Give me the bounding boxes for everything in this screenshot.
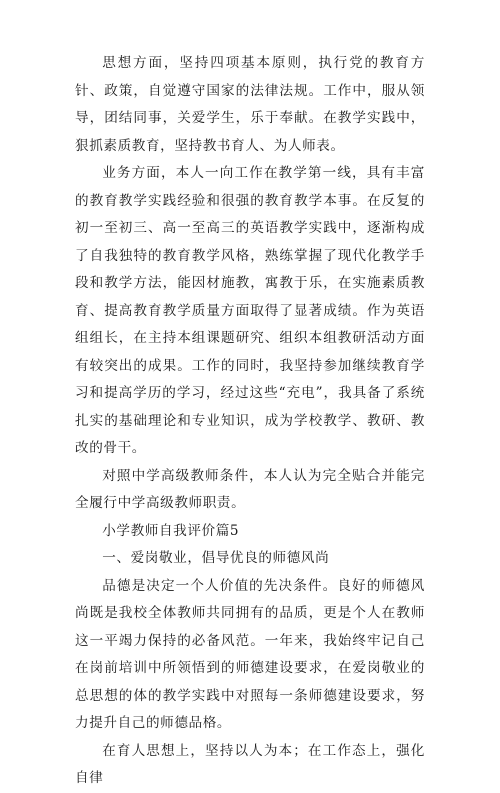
paragraph-self-assessment: 对照中学高级教师条件，本人认为完全贴合并能完全履行中学高级教师职责。 (75, 467, 425, 511)
paragraph-professional-work: 业务方面，本人一向工作在教学第一线，具有丰富的教育教学实践经验和很强的教育教学本事。在反复的初一至初三、高一至高三的英语教学实践中，逐渐构成了自我独特的教育教学风格，熟练掌握了现代化教学手段和教学方法，能因材施教，寓教于乐，在实施素质教育、提高教育教学质量方面取得了显著成绩。作为英语组组长，在主持本组课题研究、组织本组教研活动方面有较突出的成果。工作的同时，我坚持参加继续教育学习和提高学历的学习，经过这些“充电”，我具备了系统扎实的基础理论和专业知识，成为学校教学、教研、教改的骨干。 (75, 165, 425, 456)
paragraph-ethics: 品德是决定一个人价值的先决条件。良好的师德风尚既是我校全体教师共同拥有的品质，更是个人在教师这一平竭力保持的必备风范。一年来，我始终牢记自己在岗前培训中所领悟到的师德建设要求，在爱岗敬业的总思想的体的教学实践中对照每一条师德建设要求，努力提升自己的师德品格。 (75, 577, 425, 731)
paragraph-ideology: 思想方面，坚持四项基本原则，执行党的教育方针、政策，自觉遵守国家的法律法规。工作中，服从领导，团结同事，关爱学生，乐于奉献。在教学实践中，狠抓素质教育，坚持教书育人、为人师表。 (75, 55, 425, 154)
section-title: 小学教师自我评价篇5 (102, 522, 240, 539)
document-body (75, 50, 425, 793)
subsection-heading: 一、爱岗敬业，倡导优良的师德风尚 (102, 550, 330, 566)
paragraph-education-thought: 在育人思想上，坚持以人为本；在工作态上，强化自律 (75, 742, 425, 786)
